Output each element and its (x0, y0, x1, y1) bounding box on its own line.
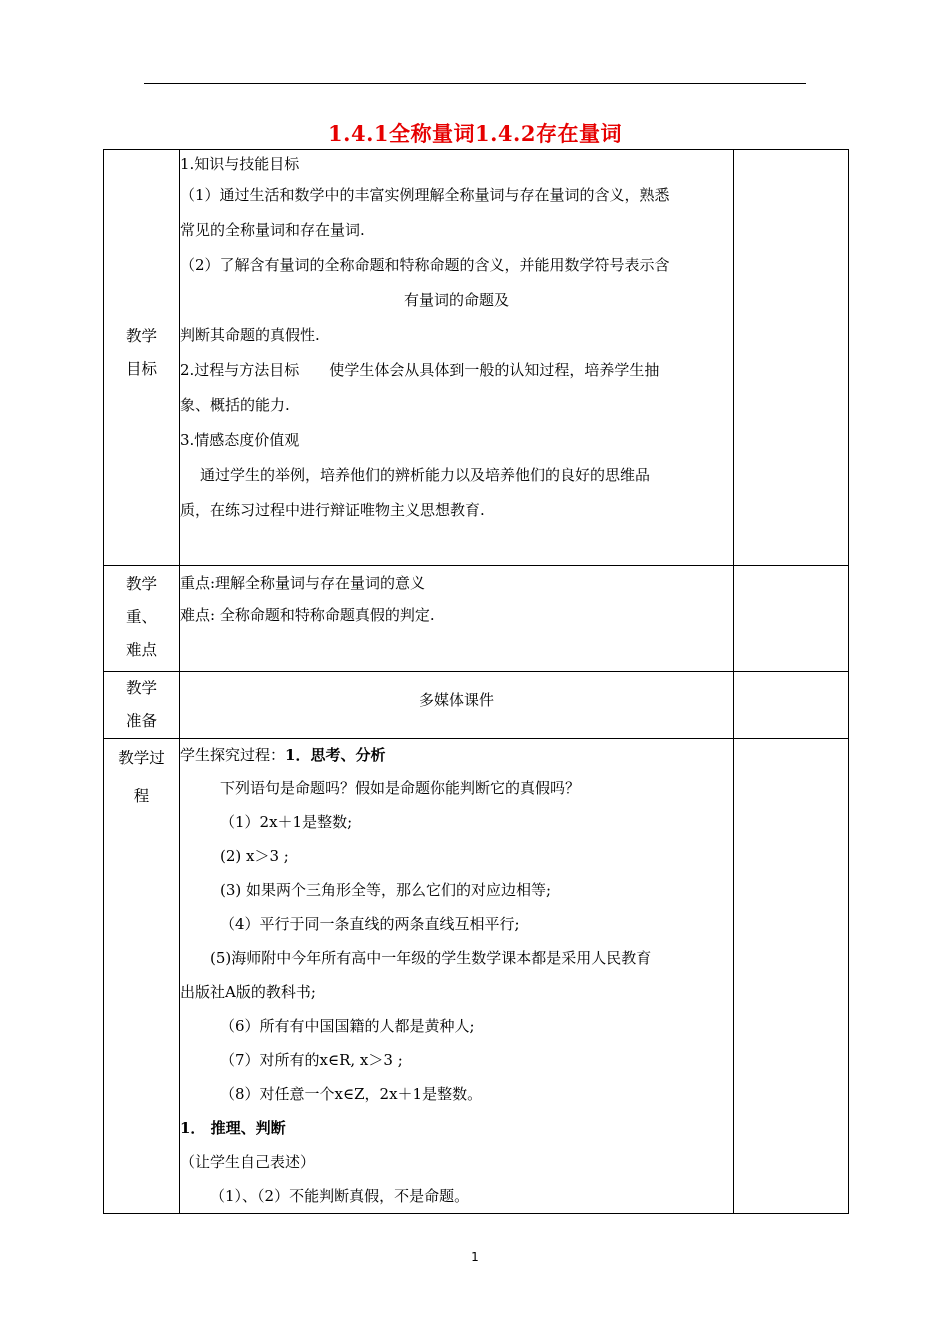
process-content-cell (180, 739, 734, 1214)
key-points-label-line-3: 难点 (125, 641, 157, 659)
key-points-row (104, 566, 849, 672)
difficulty-line: 难点: 全称命题和特称命题真假的判定. (180, 606, 435, 624)
objectives-label-line-1: 教学 (125, 327, 157, 345)
objectives-line: 有量词的命题及 (403, 291, 509, 309)
objectives-row (104, 150, 849, 566)
process-intro-heading: 1．思考、分析 (285, 746, 386, 764)
objectives-content-cell (180, 150, 734, 566)
process-label-cell (104, 739, 180, 1214)
objectives-line: （2）了解含有量词的全称命题和特称命题的含义，并能用数学符号表示含 (180, 256, 670, 274)
process-question: 下列语句是命题吗？假如是命题你能判断它的真假吗？ (220, 779, 581, 797)
objectives-line: 1.知识与技能目标 (180, 155, 300, 173)
objectives-line: 质，在练习过程中进行辩证唯物主义思想教育. (180, 501, 485, 519)
section-first-line: （1）、（2）不能判断真假，不是命题。 (210, 1187, 470, 1205)
key-points-label-line-2: 重、 (125, 608, 157, 626)
objectives-label-line-2: 目标 (125, 360, 157, 378)
process-item: （8）对任意一个x∈Z，2x＋1是整数。 (220, 1085, 483, 1103)
document-title: 1.4.1全称量词1.4.2存在量词 (328, 121, 622, 146)
objectives-line: 常见的全称量词和存在量词. (180, 221, 365, 239)
preparation-content-cell (180, 672, 734, 739)
lesson-plan-table (103, 149, 849, 1214)
section-heading: 1． 推理、判断 (180, 1119, 286, 1137)
preparation-label-line-2: 准备 (125, 712, 157, 730)
preparation-label-cell (104, 672, 180, 739)
process-label-line-2: 程 (133, 787, 150, 805)
key-points-content-cell (180, 566, 734, 672)
process-row (104, 739, 849, 1214)
objectives-notes-cell (734, 150, 849, 566)
preparation-notes-cell (734, 672, 849, 739)
objectives-line: 2.过程与方法目标 使学生体会从具体到一般的认知过程，培养学生抽 (180, 361, 660, 379)
preparation-label-line-1: 教学 (125, 679, 157, 697)
objectives-line: 3.情感态度价值观 (180, 431, 300, 449)
process-item: （6）所有有中国国籍的人都是黄种人; (220, 1017, 475, 1035)
key-points-label-cell (104, 566, 180, 672)
process-item: （1）2x＋1是整数; (220, 813, 353, 831)
process-item: (3) 如果两个三角形全等，那么它们的对应边相等; (220, 881, 552, 899)
objectives-label-cell (104, 150, 180, 566)
process-label-line-1: 教学过 (118, 749, 165, 767)
process-item: (5)海师附中今年所有高中一年级的学生数学课本都是采用人民教育 (210, 949, 652, 967)
process-notes-cell (734, 739, 849, 1214)
header-rule (144, 83, 806, 84)
key-points-notes-cell (734, 566, 849, 672)
process-intro-prefix: 学生探究过程： (180, 746, 286, 764)
preparation-row (104, 672, 849, 739)
section-note: （让学生自己表述） (180, 1153, 316, 1171)
process-item: (2) x＞3 ; (220, 847, 289, 865)
key-points-label-line-1: 教学 (125, 575, 157, 593)
preparation-content: 多媒体课件 (418, 691, 494, 709)
process-item: （7）对所有的x∈R, x＞3 ; (220, 1051, 403, 1069)
process-intro (180, 739, 733, 771)
key-point-line: 重点:理解全称量词与存在量词的意义 (180, 574, 426, 592)
objectives-line: 判断其命题的真假性. (180, 326, 320, 344)
objectives-line: 象、概括的能力. (180, 396, 290, 414)
process-item: 出版社A版的教科书; (180, 983, 316, 1001)
objectives-line: 通过学生的举例，培养他们的辨析能力以及培养他们的良好的思维品 (200, 466, 651, 484)
page-number: 1 (471, 1250, 479, 1264)
objectives-line: （1）通过生活和数学中的丰富实例理解全称量词与存在量词的含义，熟悉 (180, 186, 670, 204)
process-item: （4）平行于同一条直线的两条直线互相平行; (220, 915, 520, 933)
